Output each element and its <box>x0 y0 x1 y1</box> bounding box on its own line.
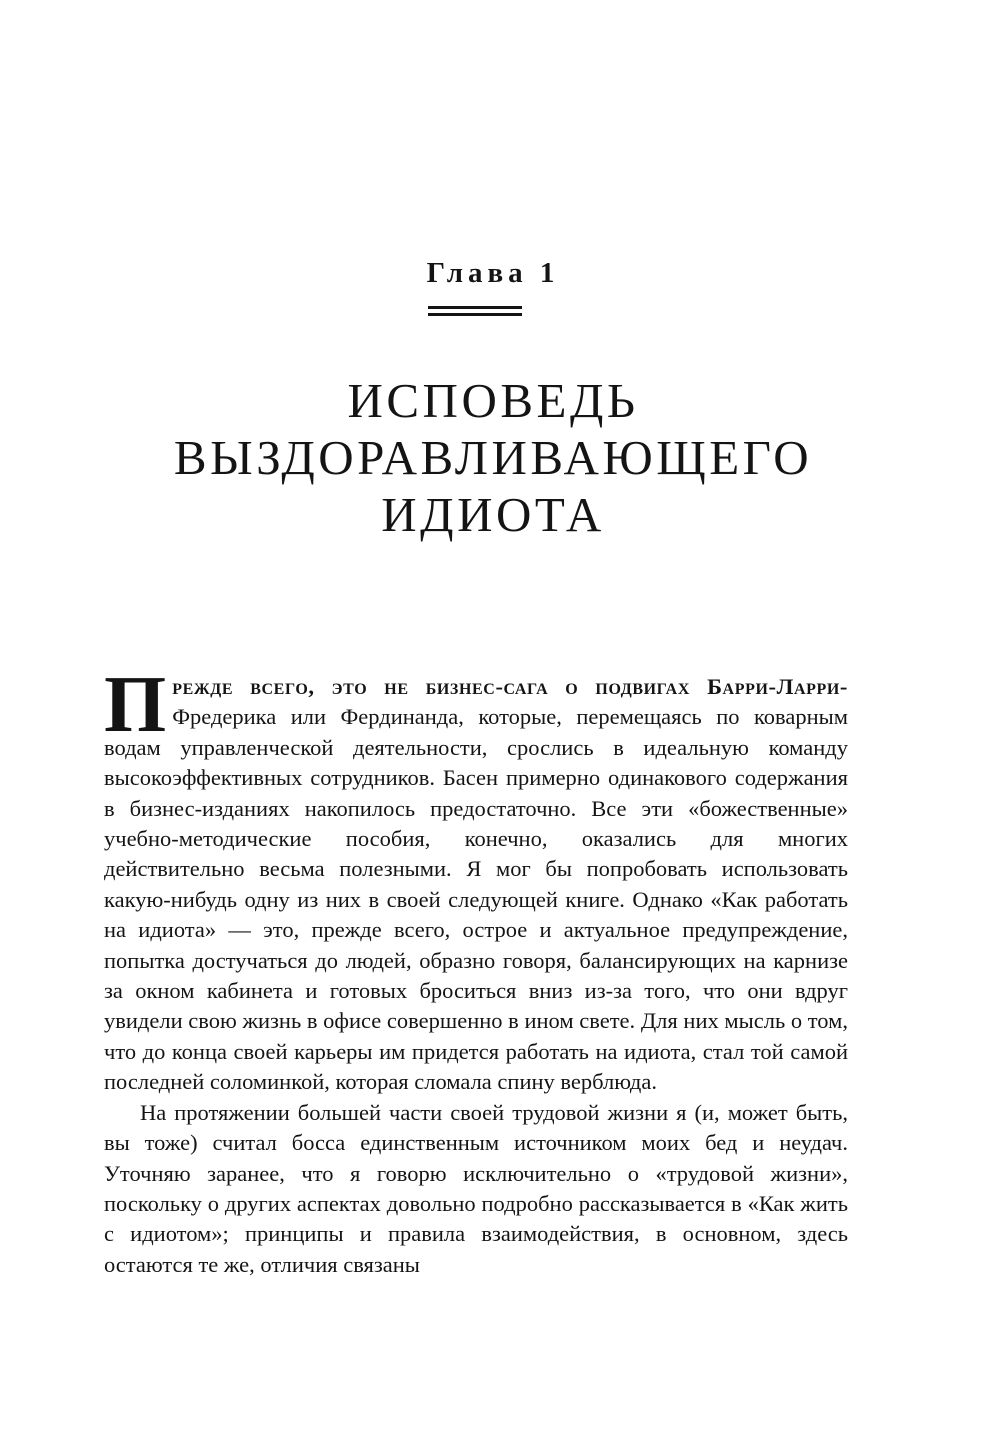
paragraph-2: На протяжении большей части своей трудовой жизни я (и, может быть, вы тоже) считал босса единственным источником моих бед и неудач. Уточняю заранее, что я говорю исключительно о «трудовой жизни», поскольку о других аспектах довольно подробно рассказывается в «Как жить с идиотом»; принципы и правила взаимодействия, в основном, здесь остаются те же, отличия связаны <box>104 1099 848 1277</box>
paragraph-1-text: Фредерика или Фердинанда, которые, перемещаясь по коварным водам управленческой деятельности, срослись в идеальную команду высокоэффективных сотрудников. Басен примерно одинакового содержания в бизнес-изданиях накопилось предостаточно. Все эти «божественные» учебно-методические пособия, конечно, оказались для многих действительно весьма полезными. Я мог бы попробовать использовать какую-нибудь одну из них в своей следующей книге. Однако «Как работать на идиота» — это, прежде всего, острое и актуальное предупреждение, попытка достучаться до людей, образно говоря, балансирующих на карнизе за окном кабинета и готовых броситься вниз из-за того, что они вдруг увидели свою жизнь в офисе совершенно в ином свете. Для них мысль о том, что до конца своей карьеры им придется работать на идиота, стал той самой последней соломинкой, которая сломала спину верблюда. <box>104 704 848 1095</box>
chapter-title-line-3: ИДИОТА <box>381 487 605 542</box>
chapter-label: Глава 1 <box>426 257 560 289</box>
chapter-title-line-2: ВЫЗДОРАВЛИВАЮЩЕГО <box>173 430 813 485</box>
chapter-title <box>0 372 986 543</box>
chapter-rule-bottom <box>428 313 522 316</box>
paragraph-1 <box>104 661 848 1098</box>
chapter-rule-top <box>428 306 522 309</box>
chapter-title-line-1: ИСПОВЕДЬ <box>347 373 639 428</box>
lead-in: режде всего, это не бизнес-сага о подвигах Барри-Ларри- <box>172 674 848 699</box>
chapter-body <box>104 661 848 1280</box>
drop-cap: П <box>104 661 167 749</box>
